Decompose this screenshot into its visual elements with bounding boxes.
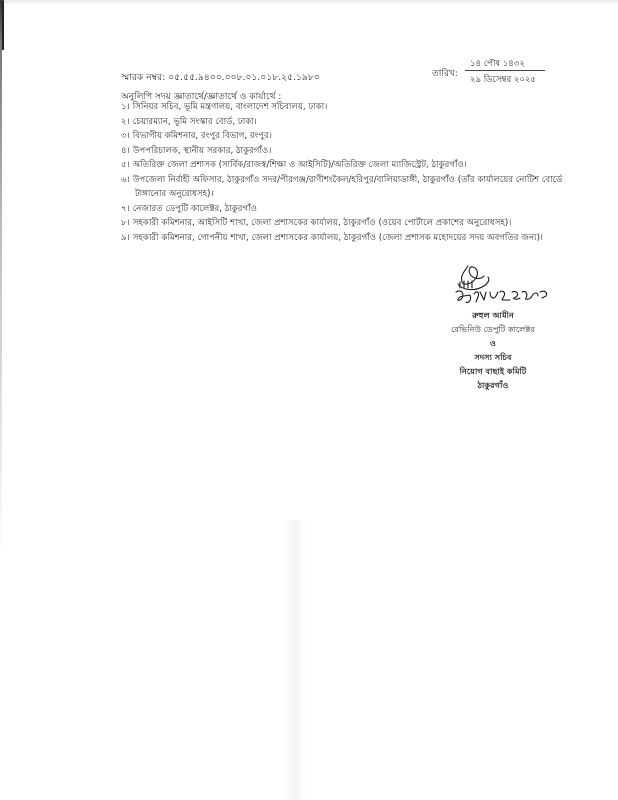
recipient-number: ৩।: [121, 131, 130, 141]
signatory-location: ঠাকুরগাঁও: [477, 380, 509, 390]
recipient-number: ৮।: [121, 218, 130, 228]
recipient-number: ৬।: [121, 174, 130, 185]
recipient-item: [121, 100, 591, 115]
date-gregorian: ২৯ ডিসেম্বর ২০২৫: [470, 75, 536, 85]
recipient-number: ৪।: [121, 145, 130, 156]
recipient-item: [121, 115, 591, 130]
recipient-text: সহকারী কমিশনার, গোপনীয় শাখা, জেলা প্রশাসকের কার্যালয়, ঠাকুরগাঁও (জেলা প্রশাসক মহোদয়ের সদয় অবগতির জন্য)।: [132, 232, 543, 243]
scan-streak: [284, 520, 306, 800]
scan-top-shadow: [0, 0, 618, 5]
recipient-item: [121, 216, 591, 231]
signatory-role: সদস্য সচিব: [474, 352, 512, 362]
recipient-number: ৯।: [121, 232, 130, 243]
memo-number: স্মারক নম্বর: ০৫.৫৫.৯৪০০.০০৮.০১.০১৮.২৫.১৯৮০: [121, 73, 320, 83]
date-divider: [465, 70, 545, 71]
recipient-text: চেয়ারম্যান, ভূমি সংস্কার বোর্ড, ঢাকা।: [132, 116, 257, 127]
recipient-text: নেজারত ডেপুটি কালেক্টর, ঠাকুরগাঁও: [132, 203, 257, 214]
recipient-item: [121, 231, 591, 246]
recipient-number: ৫।: [121, 160, 130, 170]
recipient-item: [121, 158, 591, 173]
recipient-text: সিনিয়র সচিব, ভূমি মন্ত্রণালয়, বাংলাদেশ সচিবালয়, ঢাকা।: [132, 102, 328, 112]
signatory-block: [418, 308, 568, 392]
date-label: তারিখ:: [432, 69, 458, 79]
recipient-number: ১।: [121, 102, 130, 112]
recipient-number: ২।: [121, 116, 130, 127]
recipient-text: উপজেলা নির্বাহী অফিসার, ঠাকুরগাঁও সদর/পীরগঞ্জ/রাণীশংকৈল/হরিপুর/বালিয়াডাঙ্গী, ঠাকুরগাঁও (তাঁর কার্যালয়ের নোটিশ বোর্ডে: [132, 174, 563, 185]
signatory-committee: নিয়োগ বাছাই কমিটি: [459, 366, 527, 376]
recipient-number: ৭।: [121, 203, 130, 214]
date-bangla: ১৪ পৌষ ১৪৩২: [470, 59, 525, 69]
recipient-text: বিভাগীয় কমিশনার, রংপুর বিভাগ, রংপুর।: [132, 131, 272, 141]
recipient-text: সহকারী কমিশনার, আইসিটি শাখা, জেলা প্রশাসকের কার্যালয়, ঠাকুরগাঁও (ওয়েব পোর্টালে প্রকাশের অনুরোধসহ)।: [132, 218, 512, 228]
signatory-conjunction: ও: [489, 338, 497, 348]
recipient-item: [121, 173, 591, 202]
recipient-text: অতিরিক্ত জেলা প্রশাসক (সার্বিক/রাজস্ব/শিক্ষা ও আইসিটি)/অতিরিক্ত জেলা ম্যাজিস্ট্রেট, ঠাকুরগাঁও।: [132, 160, 467, 170]
copy-heading: অনুলিপি সদয় জ্ঞাতার্থে/জ্ঞাতার্থে ও কার্যার্থে :: [121, 92, 282, 102]
recipient-item: [121, 202, 591, 217]
date-block: [432, 57, 542, 89]
recipient-text-continued: টাঙ্গানোর অনুরোধসহ)।: [135, 189, 214, 199]
signatory-designation: রেভিনিউ ডেপুটি কালেক্টর: [451, 324, 535, 334]
scan-left-edge: [0, 0, 2, 560]
signatory-name: রুহুল আমীন: [472, 310, 514, 320]
handwritten-signature: [446, 262, 556, 312]
recipient-item: [121, 144, 591, 159]
recipient-text: উপপরিচালক, স্থানীয় সরকার, ঠাকুরগাঁও।: [132, 145, 272, 156]
signature-scribble-icon: [446, 262, 556, 312]
recipient-item: [121, 129, 591, 144]
recipient-list: [121, 100, 591, 245]
